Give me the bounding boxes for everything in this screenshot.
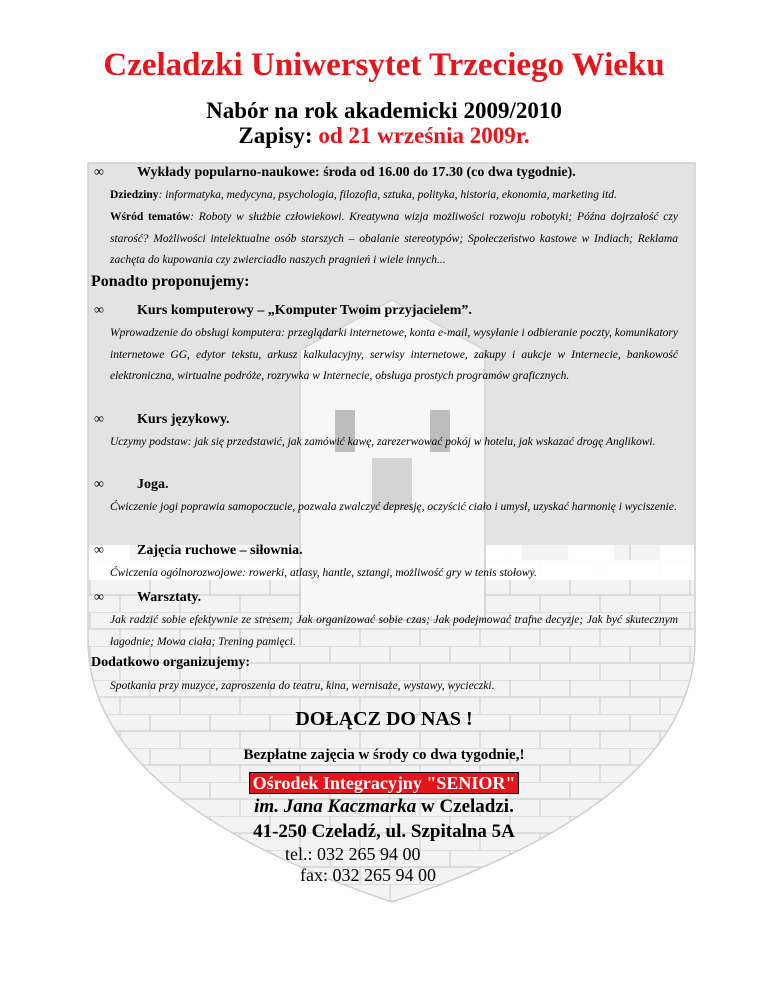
yoga-title: Joga. [137,477,169,492]
lectures-topics [110,207,678,272]
workshops-text: Jak radzić sobie efektywnie ze stresem; Jak organizować sobie czas; Jak podejmować trafne decyzje; Jak być skutecznym łagodnie; Mowa ciała; Trening pamięci. [110,614,678,648]
language-course-title: Kurs językowy. [137,412,230,427]
language-course-text: Uczymy podstaw: jak się przedstawić, jak zamówić kawę, zarezerwować pokój w hotelu, jak wskazać drogę Anglikowi. [110,436,656,448]
fields-label: Dziedziny [110,189,159,201]
lectures-heading: Wykłady popularno-naukowe: środa od 16.00 do 17.30 (co dwa tygodnie). [137,165,576,180]
patron-line [0,796,768,818]
computer-course-title: Kurs komputerowy – „Komputer Twoim przyjacielem”. [137,303,472,318]
additional-text: Spotkania przy muzyce, zaproszenia do teatru, kina, wernisaże, wystawy, wycieczki. [110,680,495,692]
free-classes-note: Bezpłatne zajęcia w środy co dwa tygodnie,! [243,747,525,763]
fields-text: : informatyka, medycyna, psychologia, filozofia, sztuka, polityka, historia, ekonomia, marketing itd. [158,189,617,201]
fax-number: fax: 032 265 94 00 [300,865,436,885]
signup-line [0,123,768,149]
bullet-icon: ∞ [94,412,104,427]
city-suffix: w Czeladzi. [416,796,514,817]
bullet-icon: ∞ [94,590,104,605]
bullet-icon: ∞ [94,303,104,318]
bullet-icon: ∞ [94,543,104,558]
topics-text: : Roboty w służbie człowiekowi. Kreatywna wizja możliwości rozwoju robotyki; Późna dojrzałość czy starość? Możliwości intelektualne osób starszych – obalanie stereotypów; Społeczeństwo kastowe w Indiach; Reklama zachęta do kupowania czy zwierciadło naszych pragnień i wiele innych... [110,211,678,266]
center-name-line [0,773,768,794]
page-title: Czeladzki Uniwersytet Trzeciego Wieku [103,47,665,83]
signup-label: Zapisy: [238,123,313,148]
phone-number: tel.: 032 265 94 00 [285,844,421,864]
join-us-heading: DOŁĄCZ DO NAS ! [295,708,473,730]
workshops-title: Warsztaty. [137,590,202,605]
patron-name: im. Jana Kaczmarka [254,796,417,817]
additional-heading: Dodatkowo organizujemy: [91,655,251,670]
enrollment-subtitle: Nabór na rok akademicki 2009/2010 [206,98,562,123]
topics-label: Wśród tematów [110,211,191,223]
signup-date: od 21 września 2009r. [318,123,530,148]
bullet-icon: ∞ [94,165,104,180]
address: 41-250 Czeladź, ul. Szpitalna 5A [253,821,515,842]
bullet-icon: ∞ [94,477,104,492]
yoga-text: Ćwiczenie jogi poprawia samopoczucie, pozwala zwalczyć depresję, oczyścić ciało i umysł, uzyskać harmonię i wyciszenie. [110,501,677,513]
offer-heading: Ponadto proponujemy: [91,273,250,290]
gym-text: Ćwiczenia ogólnorozwojowe: rowerki, atlasy, hantle, sztangi, możliwość gry w tenis stołowy. [110,567,537,579]
lectures-fields [110,185,678,207]
computer-course-text: Wprowadzenie do obsługi komputera: przeglądarki internetowe, konta e-mail, wysyłanie i odbieranie poczty, komunikatory internetowe GG, edytor tekstu, arkusz kalkulacyjny, serwisy internetowe, zakupy i aukcje w Internecie, bankowość elektroniczna, wirtualne podróże, rozrywka w Internecie, obsługa prostych programów graficznych. [110,327,678,382]
center-name-badge: Ośrodek Integracyjny "SENIOR" [249,772,520,794]
gym-title: Zajęcia ruchowe – siłownia. [137,543,303,558]
